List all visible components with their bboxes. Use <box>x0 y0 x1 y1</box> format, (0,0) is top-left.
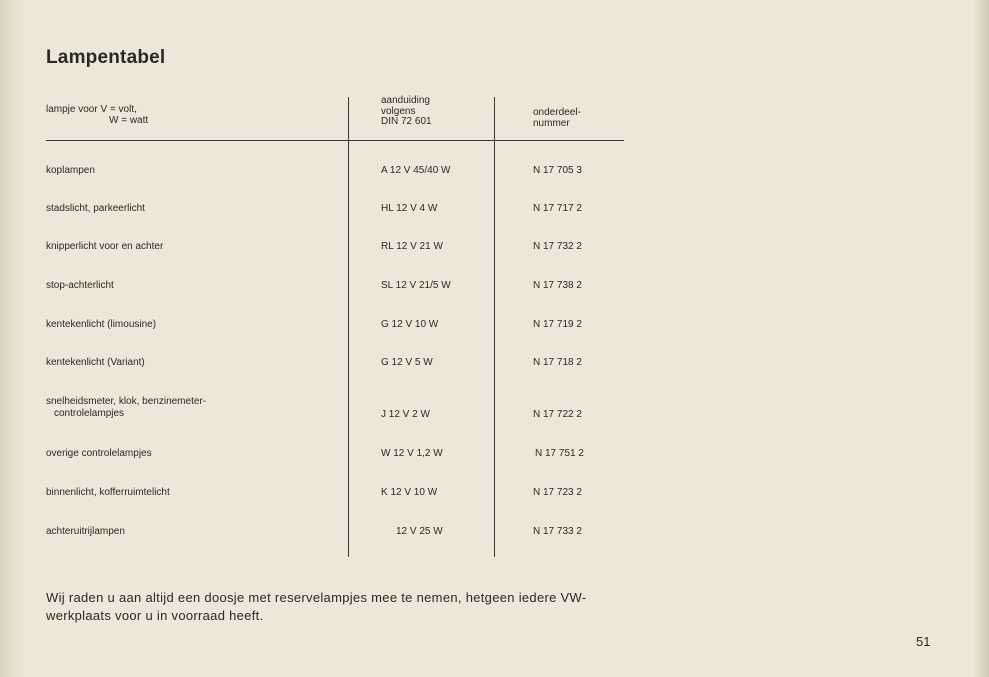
lamp-name-line1: snelheidsmeter, klok, benzinemeter- <box>46 396 207 407</box>
din-code: 12 V 25 W <box>396 526 443 537</box>
part-number: N 17 718 2 <box>533 357 582 368</box>
footer-line1: Wij raden u aan altijd een doosje met reservelampjes mee te nemen, hetgeen iedere VW- <box>46 590 587 605</box>
header-din-line3: DIN 72 601 <box>381 116 432 127</box>
lamp-name: binnenlicht, kofferruimtelicht <box>46 487 170 498</box>
lamp-name: overige controlelampjes <box>46 448 152 459</box>
din-code: W 12 V 1,2 W <box>381 448 443 459</box>
table-row <box>0 448 640 472</box>
din-code: J 12 V 2 W <box>381 409 430 420</box>
part-number: N 17 719 2 <box>533 319 582 330</box>
table-row <box>0 319 640 343</box>
lamp-name: kentekenlicht (limousine) <box>46 319 157 330</box>
header-part <box>533 108 581 129</box>
page-title: Lampentabel <box>46 47 166 68</box>
footer-line2: werkplaats voor u in voorraad heeft. <box>46 608 264 623</box>
table-row <box>0 396 640 426</box>
part-number: N 17 723 2 <box>533 487 582 498</box>
header-din <box>381 96 432 128</box>
lamp-name: knipperlicht voor en achter <box>46 241 164 252</box>
header-din-line1: aanduiding <box>381 95 430 106</box>
header-din-line2: volgens <box>381 105 416 117</box>
header-lamp <box>46 105 148 126</box>
header-lamp-line2: W = watt <box>109 114 149 126</box>
lamp-name-line2: controlelampjes <box>54 408 125 419</box>
din-code: G 12 V 10 W <box>381 319 439 330</box>
part-number: N 17 705 3 <box>533 165 582 176</box>
table-row <box>0 203 640 227</box>
part-number: N 17 722 2 <box>533 409 582 420</box>
table-row <box>0 280 640 304</box>
din-code: A 12 V 45/40 W <box>381 165 451 176</box>
table-row <box>0 165 640 189</box>
header-part-line1: onderdeel- <box>533 107 581 118</box>
din-code: SL 12 V 21/5 W <box>381 280 451 291</box>
lamp-name <box>46 396 206 420</box>
part-number: N 17 732 2 <box>533 241 582 252</box>
lamp-name: koplampen <box>46 165 95 176</box>
din-code: K 12 V 10 W <box>381 487 438 498</box>
footer-note <box>46 589 636 625</box>
din-code: RL 12 V 21 W <box>381 241 443 252</box>
table-row <box>0 357 640 381</box>
page-edge <box>973 0 989 677</box>
part-number: N 17 717 2 <box>533 203 582 214</box>
table-row <box>0 487 640 511</box>
part-number: N 17 733 2 <box>533 526 582 537</box>
header-lamp-line1: lampje voor V = volt, <box>46 104 137 115</box>
din-code: HL 12 V 4 W <box>381 203 438 214</box>
part-number: N 17 751 2 <box>535 448 584 459</box>
lamp-name: stadslicht, parkeerlicht <box>46 203 145 214</box>
din-code: G 12 V 5 W <box>381 357 433 368</box>
part-number: N 17 738 2 <box>533 280 582 291</box>
table-row <box>0 526 640 550</box>
lamp-name: kentekenlicht (Variant) <box>46 357 145 368</box>
header-part-line2: nummer <box>533 117 570 129</box>
lamp-name: stop-achterlicht <box>46 280 114 291</box>
page-number: 51 <box>916 634 931 649</box>
header-rule <box>46 140 624 141</box>
lamp-name: achteruitrijlampen <box>46 526 125 537</box>
table-row <box>0 241 640 265</box>
